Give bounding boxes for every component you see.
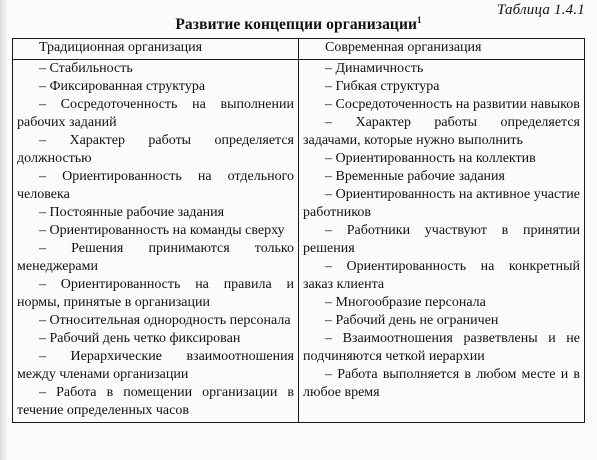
table-title-text: Развитие концепции организации xyxy=(175,16,418,33)
list-item: – Сосредоточенность на развитии навыков xyxy=(325,97,580,112)
list-item: – Рабочий день четко фиксирован xyxy=(39,331,241,346)
list-item: – Ориентированность на команды сверху xyxy=(39,223,285,238)
list-item: – Фиксированная структура xyxy=(39,79,206,94)
list-item: – Ориентированность на отдельного человека xyxy=(17,169,294,202)
list-item: – Взаимоотношения разветвлены и не подчиняются четкой иерархии xyxy=(303,331,580,364)
title-footnote-marker: 1 xyxy=(417,14,422,25)
traditional-organization-cell xyxy=(13,60,299,423)
list-item: – Ориентированность на правила и нормы, принятые в организации xyxy=(17,277,294,310)
list-item: – Сосредоточенность на выполнении рабочих заданий xyxy=(17,97,294,130)
list-item: – Стабильность xyxy=(39,61,133,76)
list-item: – Рабочий день не ограничен xyxy=(325,313,499,328)
left-column-header: Традиционная организация xyxy=(13,39,299,60)
list-item: – Ориентированность на коллектив xyxy=(325,151,536,166)
list-item: – Характер работы определяется задачами, которые нужно выполнить xyxy=(303,115,580,148)
list-item: – Характер работы определяется должностью xyxy=(17,133,294,166)
list-item: – Работа выполняется в любом месте и в любое время xyxy=(303,367,580,400)
list-item: – Многообразие персонала xyxy=(325,295,486,310)
scan-edge-shadow xyxy=(0,0,8,460)
list-item: – Постоянные рабочие задания xyxy=(39,205,225,220)
list-item: – Работа в помещении организации в течение определенных часов xyxy=(17,385,294,418)
list-item: – Ориентированность на конкретный заказ клиента xyxy=(303,259,580,292)
table-title xyxy=(0,16,597,34)
list-item: – Динамичность xyxy=(325,61,424,76)
modern-organization-cell xyxy=(299,60,585,423)
list-item: – Гибкая структура xyxy=(325,79,440,94)
comparison-table xyxy=(12,38,585,423)
header-row xyxy=(13,39,585,60)
content-row xyxy=(13,60,585,423)
list-item: – Работники участвуют в принятии решения xyxy=(303,223,580,256)
list-item: – Иерархические взаимоотношения между членами организации xyxy=(17,349,294,382)
table-number: Таблица 1.4.1 xyxy=(496,2,585,18)
list-item: – Относительная однородность персонала xyxy=(39,313,291,328)
list-item: – Временные рабочие задания xyxy=(325,169,505,184)
right-column-header: Современная организация xyxy=(299,39,585,60)
list-item: – Решения принимаются только менеджерами xyxy=(17,241,294,274)
list-item: – Ориентированность на активное участие работников xyxy=(303,187,580,220)
